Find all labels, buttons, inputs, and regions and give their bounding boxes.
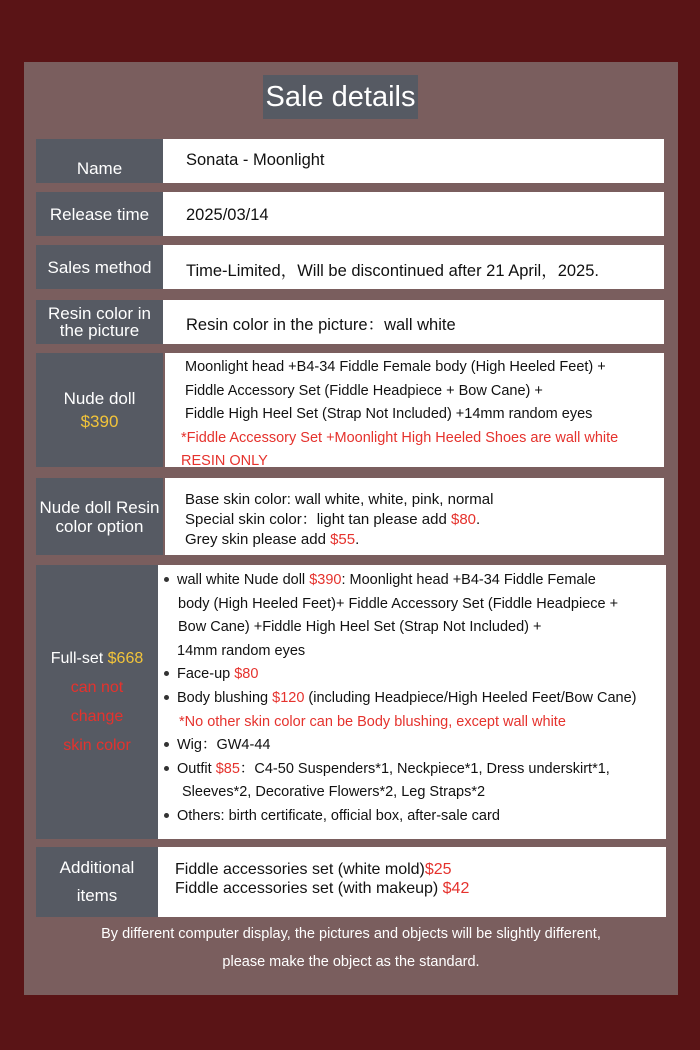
fullset-price: $668 (107, 650, 144, 667)
body-blushing-note: *No other skin color can be Body blushing, except wall white (179, 713, 566, 730)
bullet-icon (164, 766, 169, 771)
white-mold-price: $25 (424, 861, 452, 878)
footer-line-1: By different computer display, the pictures and objects will be slightly different, (101, 926, 601, 942)
resin-color-label (36, 300, 163, 344)
resin-color-value: Resin color in the picture：wall white (186, 316, 456, 334)
fullset-warning-1: can not (70, 679, 124, 696)
sales-method-label (36, 245, 163, 289)
bullet-icon (164, 742, 169, 747)
nude-doll-line-3: Fiddle High Heel Set (Strap Not Included) +14mm random eyes (185, 406, 593, 422)
name-value-cell (163, 139, 664, 183)
nude-resin-label (36, 478, 163, 555)
fullset-value-cell (158, 565, 666, 839)
body-blushing-price: $120 (272, 689, 305, 706)
nude-doll-label (36, 353, 163, 467)
fullset-bullet-5-line-2: Sleeves*2, Decorative Flowers*2, Leg Straps*2 (182, 784, 486, 801)
nude-resin-line-1: Base skin color: wall white, white, pink, normal (185, 491, 494, 508)
release-time-value: 2025/03/14 (186, 206, 269, 224)
fullset-bullet-1-line-3: Bow Cane) +Fiddle High Heel Set (Strap Not Included) + (178, 619, 542, 636)
additional-line-1: Fiddle accessories set (white mold)$25 (175, 861, 452, 878)
additional-label-l1: Additional (59, 858, 135, 877)
additional-label-l2: items (76, 886, 118, 905)
name-label-text: Name (76, 158, 123, 178)
nude-doll-line-1: Moonlight head +B4-34 Fiddle Female body (High Heeled Feet) + (185, 359, 606, 375)
fullset-label-text: Full-set $668 (50, 650, 144, 667)
nude-doll-note-1: *Fiddle Accessory Set +Moonlight High Heeled Shoes are wall white (181, 429, 619, 446)
nude-doll-value-cell (165, 353, 664, 467)
grey-skin-price: $55 (330, 531, 356, 548)
nude-resin-value-cell (165, 478, 664, 555)
nude-doll-note-2: RESIN ONLY (181, 453, 268, 469)
resin-color-label-l2: the picture (59, 321, 140, 340)
sales-method-label-text: Sales method (47, 257, 152, 277)
nude-doll-price: $390 (80, 412, 119, 431)
fullset-warning-3: skin color (63, 737, 131, 754)
nude-resin-label-l1: Nude doll Resin (39, 497, 160, 517)
resin-color-value-cell (163, 300, 664, 344)
resin-color-label-l1: Resin color in (48, 304, 151, 323)
light-tan-price: $80 (451, 511, 477, 528)
nude-resin-line-3: Grey skin please add $55. (185, 531, 360, 548)
name-label (36, 139, 163, 183)
fullset-nude-price: $390 (309, 572, 342, 588)
release-time-label (36, 192, 163, 236)
fullset-warning-2: change (70, 708, 124, 725)
additional-line-2: Fiddle accessories set (with makeup) $42 (175, 880, 470, 897)
bullet-icon (164, 695, 169, 700)
fullset-bullet-1: wall white Nude doll $390: Moonlight head +B4-34 Fiddle Female (164, 569, 666, 593)
nude-doll-line-2: Fiddle Accessory Set (Fiddle Headpiece + Bow Cane) + (185, 382, 543, 399)
sales-method-value-cell (163, 245, 664, 289)
footer-line-2: please make the object as the standard. (222, 954, 480, 970)
nude-resin-label-l2: color option (55, 516, 144, 536)
nude-resin-line-2: Special skin color：light tan please add $80. (185, 511, 481, 528)
outfit-price: $85 (215, 760, 240, 777)
release-time-label-text: Release time (49, 204, 150, 224)
faceup-price: $80 (234, 666, 259, 683)
fullset-bullet-5: Outfit $85：C4-50 Suspenders*1, Neckpiece*1, Dress underskirt*1, (164, 758, 666, 782)
fullset-label (36, 565, 158, 839)
additional-items-value-cell (158, 847, 666, 917)
bullet-icon (164, 577, 169, 582)
nude-doll-label-text: Nude doll (63, 389, 136, 408)
bullet-icon (164, 813, 169, 818)
fullset-bullet-3: Body blushing $120 (including Headpiece/High Heeled Feet/Bow Cane) (164, 687, 666, 711)
with-makeup-price: $42 (442, 880, 470, 897)
name-value: Sonata - Moonlight (186, 151, 325, 169)
additional-items-label (36, 847, 158, 917)
footer-disclaimer (24, 920, 678, 976)
page-title: Sale details (263, 75, 418, 119)
fullset-bullet-4: Wig：GW4-44 (164, 734, 666, 758)
fullset-bullet-1-line-2: body (High Heeled Feet)+ Fiddle Accessory Set (Fiddle Headpiece + (178, 595, 619, 612)
fullset-bullet-6: Others: birth certificate, official box, after-sale card (164, 805, 666, 829)
fullset-bullet-1-line-4: 14mm random eyes (177, 642, 306, 659)
bullet-icon (164, 671, 169, 676)
fullset-bullet-2: Face-up $80 (164, 663, 666, 687)
sales-method-value: Time-Limited，Will be discontinued after 21 April，2025. (186, 262, 599, 280)
release-time-value-cell (163, 192, 664, 236)
